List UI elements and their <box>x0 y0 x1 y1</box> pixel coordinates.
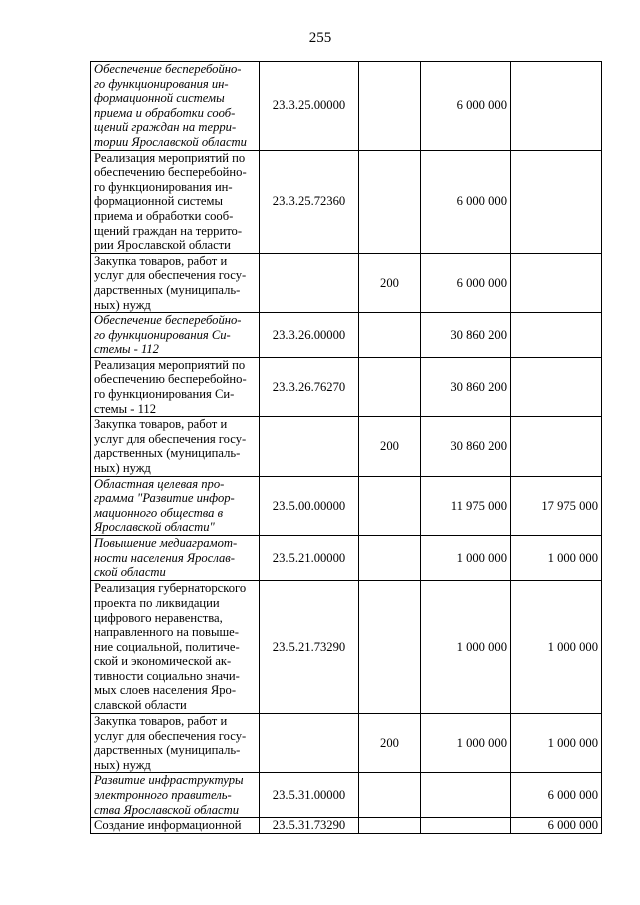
expense-type-cell <box>359 773 421 818</box>
target-code-cell: 23.3.26.00000 <box>260 313 359 358</box>
expense-type-cell: 200 <box>359 714 421 773</box>
expense-type-cell <box>359 536 421 581</box>
target-code-cell: 23.3.25.00000 <box>260 62 359 151</box>
amount-second-cell: 6 000 000 <box>511 818 602 834</box>
table-row <box>91 714 602 773</box>
row-name-cell: Областная целевая про- грамма "Развитие инфор- мационного общества в Ярославской области" <box>91 476 260 535</box>
amount-first-cell <box>421 818 511 834</box>
target-code-cell <box>260 714 359 773</box>
table-row <box>91 150 602 253</box>
amount-first-cell: 11 975 000 <box>421 476 511 535</box>
table-row <box>91 357 602 416</box>
row-name-cell: Закупка товаров, работ и услуг для обеспечения госу- дарственных (муниципаль- ных) нужд <box>91 417 260 476</box>
amount-first-cell: 6 000 000 <box>421 150 511 253</box>
amount-first-cell <box>421 773 511 818</box>
target-code-cell: 23.5.31.73290 <box>260 818 359 834</box>
target-code-cell: 23.5.00.00000 <box>260 476 359 535</box>
page-number: 255 <box>308 30 332 46</box>
row-name-cell: Обеспечение бесперебойно- го функционирования Си- стемы - 112 <box>91 313 260 358</box>
target-code-cell <box>260 253 359 312</box>
amount-first-cell: 1 000 000 <box>421 581 511 714</box>
row-name-cell: Реализация мероприятий по обеспечению бесперебойно- го функционирования Си- стемы - 112 <box>91 357 260 416</box>
expense-type-cell <box>359 62 421 151</box>
amount-first-cell: 6 000 000 <box>421 62 511 151</box>
amount-first-cell: 30 860 200 <box>421 417 511 476</box>
amount-first-cell: 6 000 000 <box>421 253 511 312</box>
row-name-cell: Развитие инфраструктуры электронного правитель- ства Ярославской области <box>91 773 260 818</box>
amount-second-cell: 17 975 000 <box>511 476 602 535</box>
amount-first-cell: 1 000 000 <box>421 536 511 581</box>
expense-type-cell <box>359 150 421 253</box>
amount-second-cell: 6 000 000 <box>511 773 602 818</box>
expense-type-cell: 200 <box>359 253 421 312</box>
row-name-cell: Обеспечение бесперебойно- го функционирования ин- формационной системы приема и обработки сооб- щений граждан на терри- тории Ярославской области <box>91 62 260 151</box>
target-code-cell: 23.5.21.73290 <box>260 581 359 714</box>
amount-second-cell <box>511 62 602 151</box>
target-code-cell: 23.3.26.76270 <box>260 357 359 416</box>
expense-type-cell <box>359 357 421 416</box>
amount-second-cell: 1 000 000 <box>511 536 602 581</box>
row-name-cell: Реализация мероприятий по обеспечению бесперебойно- го функционирования ин- формационной системы приема и обработки сооб- щений граждан на террито- рии Ярославской области <box>91 150 260 253</box>
target-code-cell: 23.3.25.72360 <box>260 150 359 253</box>
amount-second-cell: 1 000 000 <box>511 714 602 773</box>
target-code-cell: 23.5.21.00000 <box>260 536 359 581</box>
amount-second-cell <box>511 150 602 253</box>
target-code-cell: 23.5.31.00000 <box>260 773 359 818</box>
table-row <box>91 536 602 581</box>
amount-first-cell: 30 860 200 <box>421 313 511 358</box>
amount-second-cell: 1 000 000 <box>511 581 602 714</box>
row-name-cell: Создание информационной <box>91 818 260 834</box>
table-row <box>91 62 602 151</box>
table-row <box>91 253 602 312</box>
amount-second-cell <box>511 357 602 416</box>
expense-type-cell: 200 <box>359 417 421 476</box>
table-row <box>91 581 602 714</box>
table-row <box>91 313 602 358</box>
row-name-cell: Повышение медиаграмот- ности населения Ярослав- ской области <box>91 536 260 581</box>
row-name-cell: Закупка товаров, работ и услуг для обеспечения госу- дарственных (муниципаль- ных) нужд <box>91 253 260 312</box>
table-row <box>91 476 602 535</box>
target-code-cell <box>260 417 359 476</box>
amount-first-cell: 1 000 000 <box>421 714 511 773</box>
budget-table <box>90 61 602 834</box>
expense-type-cell <box>359 581 421 714</box>
expense-type-cell <box>359 313 421 358</box>
expense-type-cell <box>359 818 421 834</box>
amount-second-cell <box>511 417 602 476</box>
amount-second-cell <box>511 313 602 358</box>
amount-second-cell <box>511 253 602 312</box>
table-row <box>91 417 602 476</box>
row-name-cell: Реализация губернаторского проекта по ликвидации цифрового неравенства, направленного на повыше- ние социальной, политиче- ской и экономической ак- тивности социально значи- мых слоев населения Яро- славской области <box>91 581 260 714</box>
table-row <box>91 773 602 818</box>
amount-first-cell: 30 860 200 <box>421 357 511 416</box>
expense-type-cell <box>359 476 421 535</box>
row-name-cell: Закупка товаров, работ и услуг для обеспечения госу- дарственных (муниципаль- ных) нужд <box>91 714 260 773</box>
table-row <box>91 818 602 834</box>
